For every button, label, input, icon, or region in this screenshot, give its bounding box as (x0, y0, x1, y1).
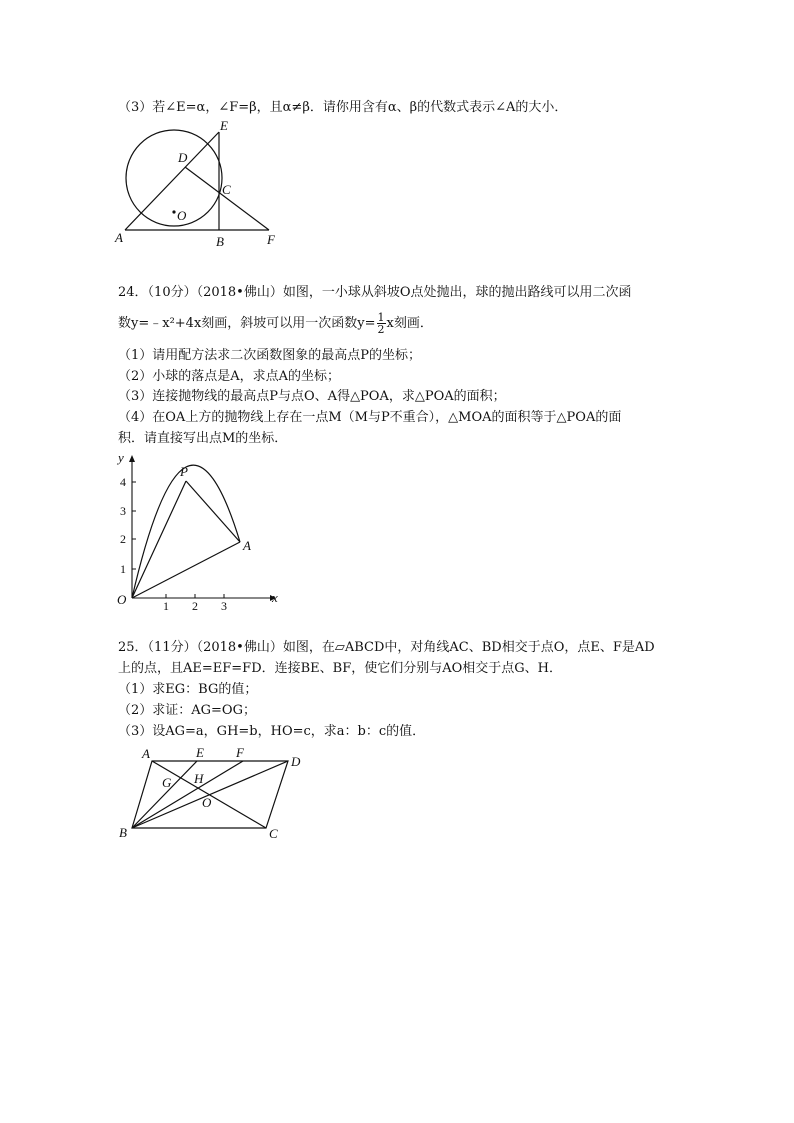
label-d: D (291, 754, 301, 769)
q25-sub1: （1）求EG：BG的值； (118, 682, 258, 697)
label-g: G (162, 775, 172, 790)
segment-oa (132, 542, 240, 598)
label-e: E (220, 118, 228, 133)
segment-pa (186, 481, 240, 542)
q25-sub2: （2）求证：AG=OG； (118, 703, 256, 718)
label-c: C (269, 826, 278, 841)
parabola (132, 465, 240, 598)
q24-line2-b: x刻画． (386, 316, 433, 331)
fraction-numerator: 1 (377, 311, 385, 324)
segment-df (185, 167, 269, 230)
q24-sub3: （3）连接抛物线的最高点P与点O、A得△POA，求△POA的面积； (118, 389, 506, 404)
fraction-half (377, 312, 386, 335)
q25-head: 25．（11分）（2018•佛山）如图，在▱ABCD中，对角线AC、BD相交于点O，点E、F是AD (118, 640, 655, 655)
parallelogram-figure (112, 743, 317, 843)
fraction-denominator: 2 (377, 323, 385, 336)
label-f: F (236, 745, 244, 760)
label-a: A (243, 538, 251, 553)
y-tick-1: 1 (120, 562, 126, 576)
label-d: D (178, 150, 188, 165)
label-f: F (267, 232, 275, 247)
label-c: C (222, 182, 231, 197)
center-dot (172, 210, 175, 213)
label-b: B (119, 825, 127, 840)
q24-sub1: （1）请用配方法求二次函数图象的最高点P的坐标； (118, 348, 422, 363)
x-tick-3: 3 (221, 599, 227, 610)
segment-op (132, 481, 186, 598)
label-h: H (194, 771, 204, 786)
parabola-figure (112, 450, 287, 610)
x-tick-1: 1 (163, 599, 169, 610)
q25-sub3: （3）设AG=a，GH=b，HO=c，求a：b：c的值． (118, 724, 426, 739)
q23-part3: （3）若∠E=α，∠F=β，且α≠β．请你用含有α、β的代数式表示∠A的大小． (118, 100, 568, 115)
label-a: A (142, 746, 150, 761)
label-p: P (180, 464, 188, 479)
circle-figure (112, 118, 292, 258)
label-o: O (202, 795, 212, 810)
q24-sub4b: 积．请直接写出点M的坐标． (118, 431, 288, 446)
label-x: x (272, 590, 278, 605)
q25-line2: 上的点，且AE=EF=FD．连接BE、BF，使它们分别与AO相交于点G、H． (118, 661, 562, 676)
y-tick-2: 2 (120, 532, 126, 546)
y-tick-4: 4 (120, 475, 126, 489)
y-axis-arrow (129, 455, 135, 462)
q24-line2-a: 数y=﹣x²+4x刻画，斜坡可以用一次函数y= (118, 316, 376, 331)
y-tick-3: 3 (120, 504, 126, 518)
label-e: E (196, 745, 204, 760)
q24-sub2: （2）小球的落点是A，求点A的坐标； (118, 369, 341, 384)
x-tick-2: 2 (192, 599, 198, 610)
label-o: O (177, 208, 187, 223)
q24-line2 (118, 312, 433, 335)
label-o: O (117, 592, 127, 607)
q24-head: 24．（10分）（2018•佛山）如图，一小球从斜坡O点处抛出，球的抛出路线可以用二次函 (118, 285, 632, 300)
q24-sub4a: （4）在OA上方的抛物线上存在一点M（M与P不重合），△MOA的面积等于△POA的面 (118, 410, 622, 425)
label-y: y (118, 450, 124, 465)
label-b: B (216, 234, 224, 249)
label-a: A (115, 230, 123, 245)
